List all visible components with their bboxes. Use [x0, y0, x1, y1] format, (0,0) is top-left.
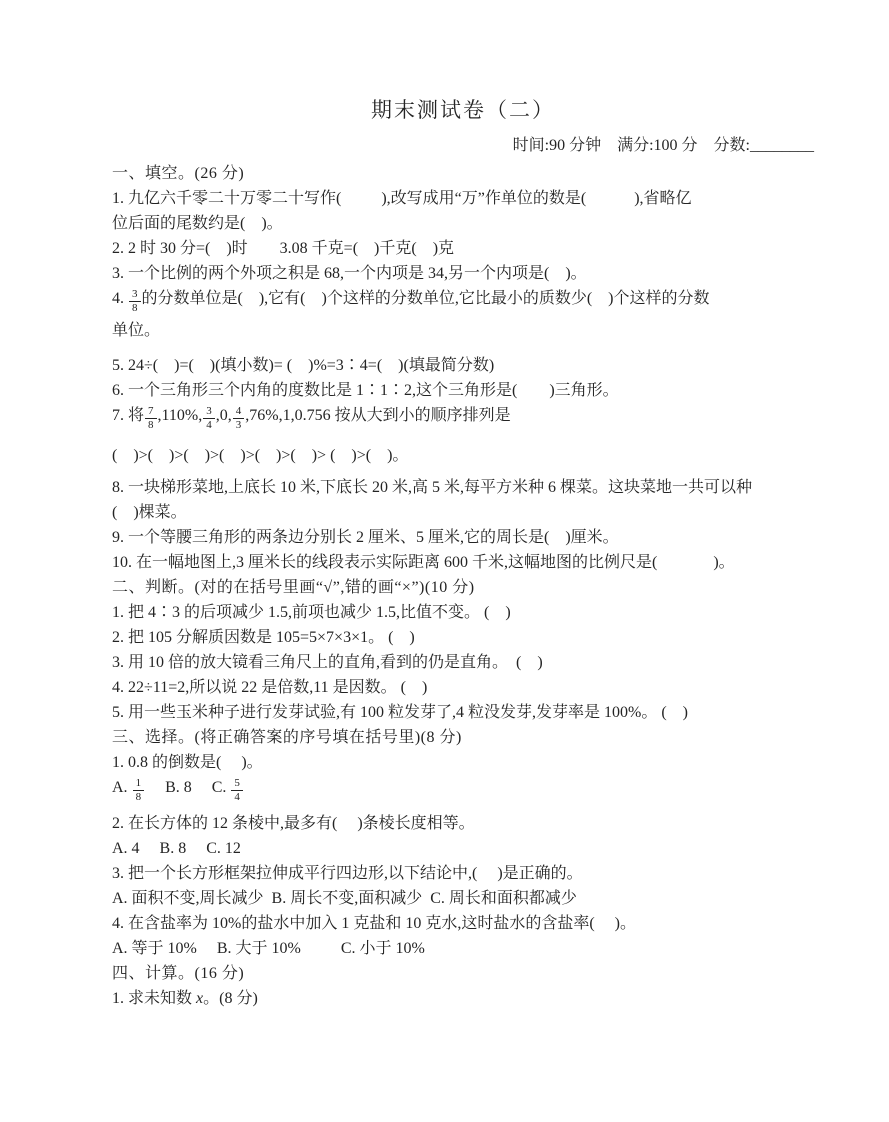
fraction: $\frac{1}{8}$: [133, 778, 145, 803]
judge-q5: 5. 用一些玉米种子进行发芽试验,有 100 粒发芽了,4 粒没发芽,发芽率是 100%。 ( ): [112, 704, 688, 721]
fill-q10: 10. 在一幅地图上,3 厘米长的线段表示实际距离 600 千米,这幅地图的比例尺是( )。: [112, 554, 735, 571]
fill-q9: 9. 一个等腰三角形的两条边分别长 2 厘米、5 厘米,它的周长是( )厘米。: [112, 529, 619, 546]
judge-q1: 1. 把 4∶3 的后项减少 1.5,前项也减少 1.5,比值不变。 ( ): [112, 604, 511, 621]
fill-q5: 5. 24÷( )=( )(填小数)= ( )%=3∶4=( )(填最简分数): [112, 357, 495, 374]
fill-q1-line1: 1. 九亿六千零二十万零二十写作( ),改写成用“万”作单位的数是( ),省略亿: [112, 190, 692, 207]
fill-q4-line1: 4. $\frac{3}{8}$ 的分数单位是( ),它有( )个这样的分数单位,它比最小的质数少( )个这样的分数: [112, 288, 710, 314]
test-paper-page: [112, 94, 814, 1011]
choice-q1: 1. 0.8 的倒数是( )。: [112, 754, 263, 771]
fill-q4-line2: 单位。: [112, 322, 161, 339]
section-judge-heading: 二、判断。(对的在括号里画“√”,错的画“×”)(10 分): [112, 579, 475, 596]
section-fill-heading: 一、填空。(26 分): [112, 165, 245, 182]
fraction: $\frac{7}{8}$: [145, 406, 157, 431]
section-calc-heading: 四、计算。(16 分): [112, 965, 245, 982]
judge-q3: 3. 用 10 倍的放大镜看三角尺上的直角,看到的仍是直角。 ( ): [112, 654, 543, 671]
fill-q7-line1: 7. 将 $\frac{7}{8}$ ,110%, $\frac{3}{4}$ ,0, $\frac{4}{3}$ ,76%,1,0.756 按从大到小的顺序排列是: [112, 405, 511, 431]
fraction: $\frac{4}{3}$: [233, 406, 245, 431]
fill-q3: 3. 一个比例的两个外项之积是 68,一个内项是 34,另一个内项是( )。: [112, 265, 587, 282]
fill-q8-line2: ( )棵菜。: [112, 504, 187, 521]
exam-info-line: 时间:90 分钟 满分:100 分 分数:________: [512, 137, 814, 154]
choice-q3-options: A. 面积不变,周长减少 B. 周长不变,面积减少 C. 周长和面积都减少: [112, 890, 577, 907]
calc-q1: 1. 求未知数 x。(8 分): [112, 990, 258, 1007]
choice-q3: 3. 把一个长方形框架拉伸成平行四边形,以下结论中,( )是正确的。: [112, 865, 583, 882]
fill-q6: 6. 一个三角形三个内角的度数比是 1∶1∶2,这个三角形是( )三角形。: [112, 382, 619, 399]
choice-q4-options: A. 等于 10% B. 大于 10% C. 小于 10%: [112, 940, 425, 957]
choice-q2-options: A. 4 B. 8 C. 12: [112, 840, 241, 857]
variable-x: x: [196, 990, 204, 1007]
fill-q2: 2. 2 时 30 分=( )时 3.08 千克=( )千克( )克: [112, 240, 455, 257]
fraction: $\frac{3}{8}$: [129, 289, 141, 314]
judge-q2: 2. 把 105 分解质因数是 105=5×7×3×1。 ( ): [112, 629, 415, 646]
fill-q1-line2: 位后面的尾数约是( )。: [112, 215, 283, 232]
fill-q8-line1: 8. 一块梯形菜地,上底长 10 米,下底长 20 米,高 5 米,每平方米种 6 棵菜。这块菜地一共可以种: [112, 479, 753, 496]
choice-q1-options: A. $\frac{1}{8}$ B. 8 C. $\frac{5}{4}$: [112, 775, 814, 803]
page-title: 期末测试卷（二）: [371, 98, 555, 122]
fraction: $\frac{3}{4}$: [203, 406, 215, 431]
choice-q2: 2. 在长方体的 12 条棱中,最多有( )条棱长度相等。: [112, 815, 475, 832]
fraction: $\frac{5}{4}$: [231, 778, 243, 803]
section-choice-heading: 三、选择。(将正确答案的序号填在括号里)(8 分): [112, 729, 462, 746]
fill-q7-line2: ( )>( )>( )>( )>( )>( )> ( )>( )。: [112, 447, 409, 464]
judge-q4: 4. 22÷11=2,所以说 22 是倍数,11 是因数。 ( ): [112, 679, 428, 696]
choice-q4: 4. 在含盐率为 10%的盐水中加入 1 克盐和 10 克水,这时盐水的含盐率( )。: [112, 915, 636, 932]
